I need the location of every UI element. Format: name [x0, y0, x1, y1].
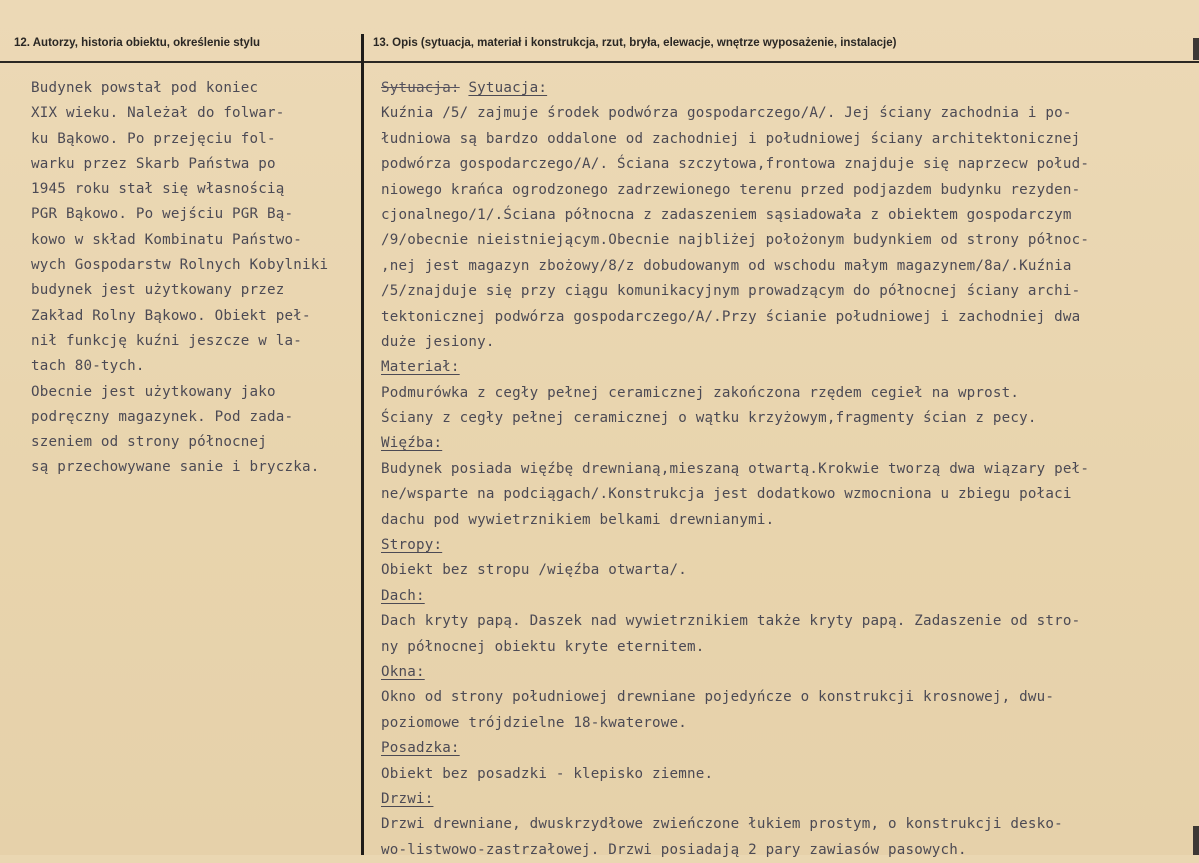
history-line: szeniem od strony północnej	[31, 434, 268, 451]
description-text	[381, 76, 1089, 863]
description-line: ,nej jest magazyn zbożowy/8/z dobudowanym od wschodu małym magazynem/8a/.Kuźnia	[381, 257, 1072, 274]
description-line: Budynek posiada więźbę drewnianą,mieszaną otwartą.Krokwie tworzą dwa wiązary peł-	[381, 460, 1090, 477]
heading-label: Okna:	[381, 663, 425, 680]
section-heading	[381, 660, 1089, 685]
description-line: duże jesiony.	[381, 333, 495, 350]
section-heading	[381, 533, 1089, 558]
section-12-header: 12. Autorzy, historia obiektu, określenie stylu	[14, 37, 261, 49]
description-line: Drzwi drewniane, dwuskrzydłowe zwieńczone łukiem prostym, o konstrukcji desko-	[381, 816, 1063, 833]
section-heading	[381, 431, 1089, 456]
description-line: ne/wsparte na podciągach/.Konstrukcja jest dodatkowo wzmocniona u zbiegu połaci	[381, 486, 1072, 503]
description-line: Dach kryty papą. Daszek nad wywietrznikiem także kryty papą. Zadaszenie od stro-	[381, 613, 1081, 630]
heading-label: Więźba:	[381, 435, 443, 452]
description-line: poziomowe trójdzielne 18-kwaterowe.	[381, 714, 687, 731]
header-rule	[0, 61, 1199, 63]
description-line: niowego krańca ogrodzonego zadrzewionego terenu przed podjazdem budynku rezyden-	[381, 181, 1081, 198]
section-heading	[381, 76, 1089, 101]
description-line: Obiekt bez stropu /więźba otwarta/.	[381, 562, 687, 579]
section-13-header: 13. Opis (sytuacja, materiał i konstrukcja, rzut, bryła, elewacje, wnętrze wyposażenie, instalacje)	[373, 37, 897, 49]
history-line: podręczny magazynek. Pod zada-	[31, 408, 294, 425]
heading-label: Stropy:	[381, 537, 443, 554]
history-line: PGR Bąkowo. Po wejściu PGR Bą-	[31, 206, 294, 223]
history-line: są przechowywane sanie i bryczka.	[31, 459, 320, 476]
description-line: podwórza gospodarczego/A/. Ściana szczytowa,frontowa znajduje się naprzecw połud-	[381, 156, 1090, 173]
description-line: Obiekt bez posadzki - klepisko ziemne.	[381, 765, 714, 782]
description-line: Okno od strony południowej drewniane pojedyńcze o konstrukcji krosnowej, dwu-	[381, 689, 1055, 706]
description-line: łudniowa są bardzo oddalone od zachodniej i południowej ściany architektonicznej	[381, 130, 1081, 147]
history-line: wych Gospodarstw Rolnych Kobylniki	[31, 257, 329, 274]
description-line: wo-listwowo-zastrzałowej. Drzwi posiadają 2 pary zawiasów pasowych.	[381, 841, 967, 858]
heading-label: Posadzka:	[381, 740, 460, 757]
section-heading	[381, 584, 1089, 609]
history-text	[31, 76, 328, 481]
history-line: Budynek powstał pod koniec	[31, 80, 259, 96]
history-line: warku przez Skarb Państwa po	[31, 155, 276, 172]
description-line: Podmurówka z cegły pełnej ceramicznej zakończona rzędem cegieł na wprost.	[381, 384, 1020, 401]
heading-label: Drzwi:	[381, 790, 434, 807]
history-line: nił funkcję kuźni jeszcze w la-	[31, 332, 302, 349]
description-line: /5/znajduje się przy ciągu komunikacyjnym prowadzącym do północnej ściany archi-	[381, 283, 1081, 300]
edge-mark	[1193, 826, 1199, 855]
history-line: Obecnie jest użytkowany jako	[31, 383, 276, 400]
column-divider	[361, 34, 364, 855]
description-line: Ściany z cegły pełnej ceramicznej o wątku krzyżowym,fragmenty ścian z pecy.	[381, 410, 1037, 427]
edge-mark	[1193, 38, 1199, 60]
description-line: Kuźnia /5/ zajmuje środek podwórza gospodarczego/A/. Jej ściany zachodnia i po-	[381, 105, 1072, 122]
history-line: XIX wieku. Należał do folwar-	[31, 105, 285, 122]
history-line: tach 80-tych.	[31, 358, 145, 375]
section-heading	[381, 736, 1089, 761]
description-line: /9/obecnie nieistniejącym.Obecnie najbliżej położonym budynkiem od strony północ-	[381, 232, 1090, 249]
heading-label: Dach:	[381, 587, 425, 604]
description-line: dachu pod wywietrznikiem belkami drewnianymi.	[381, 511, 775, 528]
history-line: kowo w skład Kombinatu Państwo-	[31, 231, 302, 248]
struck-heading: Sytuacja:	[381, 80, 460, 96]
section-heading	[381, 355, 1089, 380]
section-heading	[381, 787, 1089, 812]
heading-label: Sytuacja:	[468, 80, 548, 96]
history-line: Zakład Rolny Bąkowo. Obiekt peł-	[31, 307, 311, 324]
history-line: 1945 roku stał się własnością	[31, 181, 285, 198]
heading-label: Materiał:	[381, 359, 460, 376]
history-line: budynek jest użytkowany przez	[31, 282, 285, 299]
description-line: ny północnej obiektu kryte eternitem.	[381, 638, 705, 655]
description-line: tektonicznej podwórza gospodarczego/A/.Przy ścianie południowej i zachodniej dwa	[381, 308, 1081, 325]
description-line: cjonalnego/1/.Ściana północna z zadaszeniem sąsiadowała z obiektem gospodarczym	[381, 206, 1072, 223]
history-line: ku Bąkowo. Po przejęciu fol-	[31, 130, 276, 147]
